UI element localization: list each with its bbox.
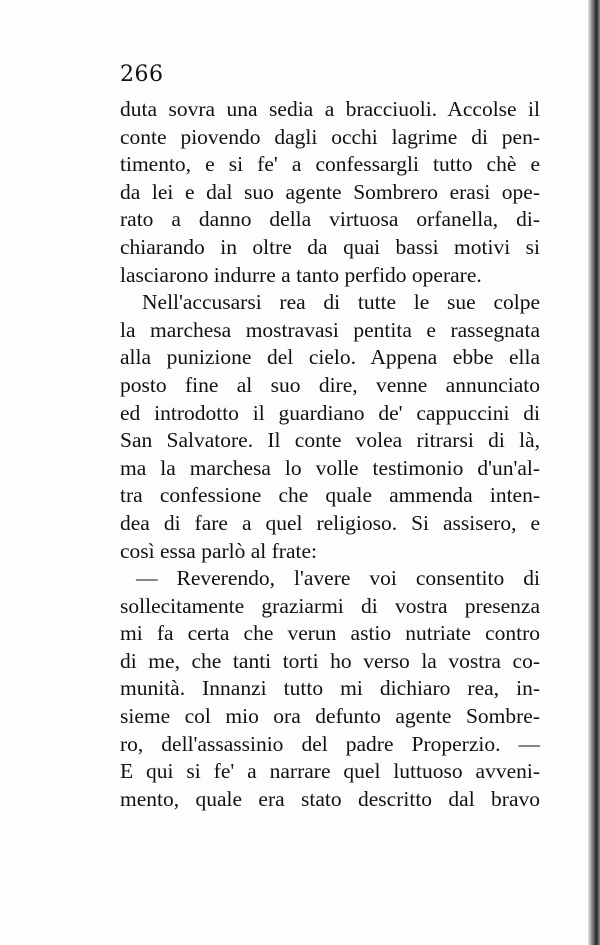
- text-line: conte piovendo dagli occhi lagrime di pen-: [120, 124, 540, 149]
- text-line: di me, che tanti torti ho verso la vostra co-: [120, 648, 540, 673]
- body-text: [120, 96, 540, 813]
- text-line: così essa parlò al frate:: [120, 538, 317, 563]
- text-line: dea di fare a quel religioso. Si assisero, e: [120, 510, 540, 535]
- paragraph-start-line: Nell'accusarsi rea di tutte le sue colpe: [142, 290, 540, 315]
- text-line: ed introdotto il guardiano de' cappuccini di: [120, 400, 540, 425]
- text-line: sollecitamente graziarmi di vostra presenza: [120, 593, 540, 618]
- text-line: tra confessione che quale ammenda inten-: [120, 483, 540, 508]
- text-line: E qui si fe' a narrare quel luttuoso avveni-: [120, 759, 540, 784]
- text-line: ma la marchesa lo volle testimonio d'un'al-: [120, 455, 540, 480]
- paragraph-start-line: — Reverendo, l'avere voi consentito di: [136, 566, 540, 591]
- text-line: mento, quale era stato descritto dal bravo: [120, 786, 540, 811]
- text-line: chiarando in oltre da quai bassi motivi si: [120, 234, 540, 259]
- text-line: alla punizione del cielo. Appena ebbe ella: [120, 345, 540, 370]
- text-line: posto fine al suo dire, venne annunciato: [120, 372, 540, 397]
- text-line: munità. Innanzi tutto mi dichiaro rea, in-: [120, 676, 540, 701]
- text-line: rato a danno della virtuosa orfanella, di-: [120, 207, 540, 232]
- text-line: da lei e dal suo agente Sombrero erasi ope-: [120, 179, 540, 204]
- text-line: la marchesa mostravasi pentita e rassegnata: [120, 317, 540, 342]
- text-line: ro, dell'assassinio del padre Properzio. —: [120, 731, 540, 756]
- text-line: lasciarono indurre a tanto perfido operare.: [120, 262, 482, 287]
- text-line: San Salvatore. Il conte volea ritrarsi di là,: [120, 428, 540, 453]
- text-line: sieme col mio ora defunto agente Sombre-: [120, 704, 540, 729]
- text-line: timento, e si fe' a confessargli tutto chè e: [120, 152, 540, 177]
- page-binding-edge: [588, 0, 600, 945]
- text-line: duta sovra una sedia a bracciuoli. Accolse il: [120, 97, 540, 121]
- page-number: 266: [120, 62, 164, 87]
- text-line: mi fa certa che verun astio nutriate contro: [120, 621, 540, 646]
